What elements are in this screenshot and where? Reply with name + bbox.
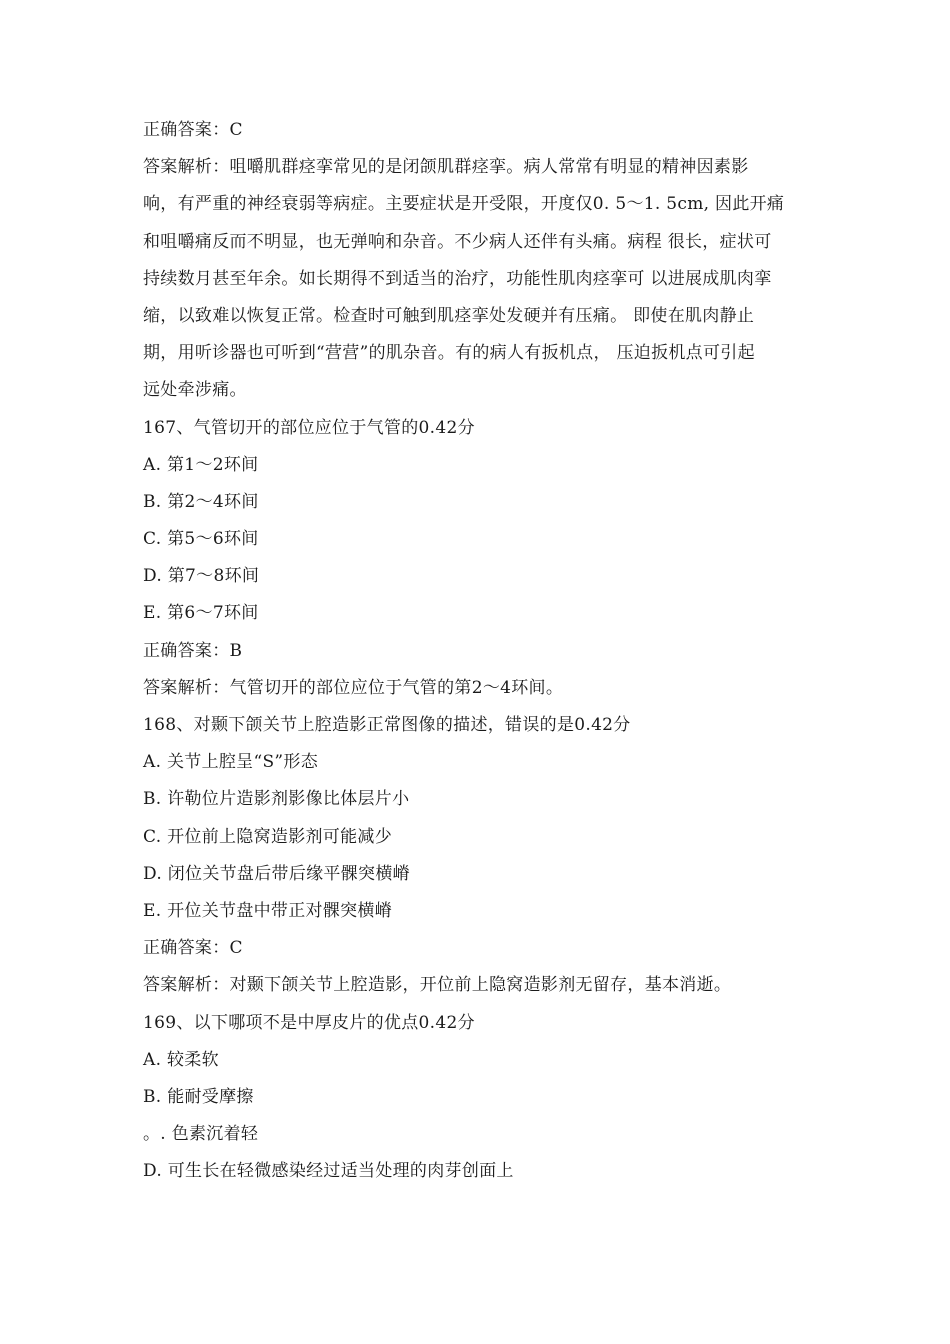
q168-question: 168、对颞下颌关节上腔造影正常图像的描述，错误的是0.42分 bbox=[143, 715, 631, 735]
q167-option-c: C. 第5〜6环间 bbox=[143, 529, 259, 550]
q166-analysis-line: 远处牵涉痛。 bbox=[143, 380, 247, 401]
q169-option-a: A. 较柔软 bbox=[143, 1049, 219, 1070]
q167-question: 167、气管切开的部位应位于气管的0.42分 bbox=[143, 417, 475, 438]
q166-analysis-line: 缩，以致难以恢复正常。检查时可触到肌痉挛处发硬并有压痛。 即使在肌肉静止 bbox=[143, 305, 755, 326]
q166-analysis-line: 响，有严重的神经衰弱等病症。主要症状是开受限，开度仅0. 5〜1. 5cm, 因此开痛 bbox=[143, 194, 785, 215]
q167-answer: 正确答案：B bbox=[143, 640, 243, 661]
q168-option-e: E. 开位关节盘中带正对髁突横嵴 bbox=[143, 900, 393, 921]
q167-option-e: E. 第6〜7环间 bbox=[143, 603, 259, 624]
q169-option-b: B. 能耐受摩擦 bbox=[143, 1086, 254, 1107]
q168-answer: 正确答案：C bbox=[143, 938, 243, 959]
q168-option-d: D. 闭位关节盘后带后缘平髁突横嵴 bbox=[143, 863, 410, 884]
q168-analysis: 答案解析：对颞下颌关节上腔造影，开位前上隐窝造影剂无留存，基本消逝。 bbox=[143, 975, 732, 996]
document-page bbox=[143, 112, 823, 1190]
q166-analysis-line: 和咀嚼痛反而不明显，也无弹响和杂音。不少病人还伴有头痛。病程 很长，症状可 bbox=[143, 231, 772, 252]
q167-analysis: 答案解析：气管切开的部位应位于气管的第2〜4环间。 bbox=[143, 677, 564, 698]
q166-answer: 正确答案：C bbox=[143, 120, 243, 140]
q166-analysis-line: 持续数月甚至年余。如长期得不到适当的治疗，功能性肌肉痉挛可 以进展成肌肉挛 bbox=[143, 268, 772, 289]
q166-analysis bbox=[143, 149, 823, 409]
q168-option-c: C. 开位前上隐窝造影剂可能减少 bbox=[143, 826, 393, 847]
q168-option-b: B. 许勒位片造影剂影像比体层片小 bbox=[143, 789, 410, 810]
q168-option-a: A. 关节上腔呈“S”形态 bbox=[143, 752, 319, 773]
q169-option-d: D. 可生长在轻微感染经过适当处理的肉芽创面上 bbox=[143, 1161, 514, 1182]
q167-option-b: B. 第2〜4环间 bbox=[143, 491, 259, 512]
q166-analysis-line: 期，用听诊器也可听到“营营”的肌杂音。有的病人有扳机点， 压迫扳机点可引起 bbox=[143, 343, 755, 364]
q166-analysis-line: 答案解析：咀嚼肌群痉挛常见的是闭颌肌群痉挛。病人常常有明显的精神因素影 bbox=[143, 157, 749, 178]
q167-option-d: D. 第7〜8环间 bbox=[143, 566, 260, 587]
q169-option-c: 。. 色素沉着轻 bbox=[143, 1124, 259, 1145]
q167-option-a: A. 第1〜2环间 bbox=[143, 454, 259, 475]
q169-question: 169、以下哪项不是中厚皮片的优点0.42分 bbox=[143, 1012, 475, 1033]
